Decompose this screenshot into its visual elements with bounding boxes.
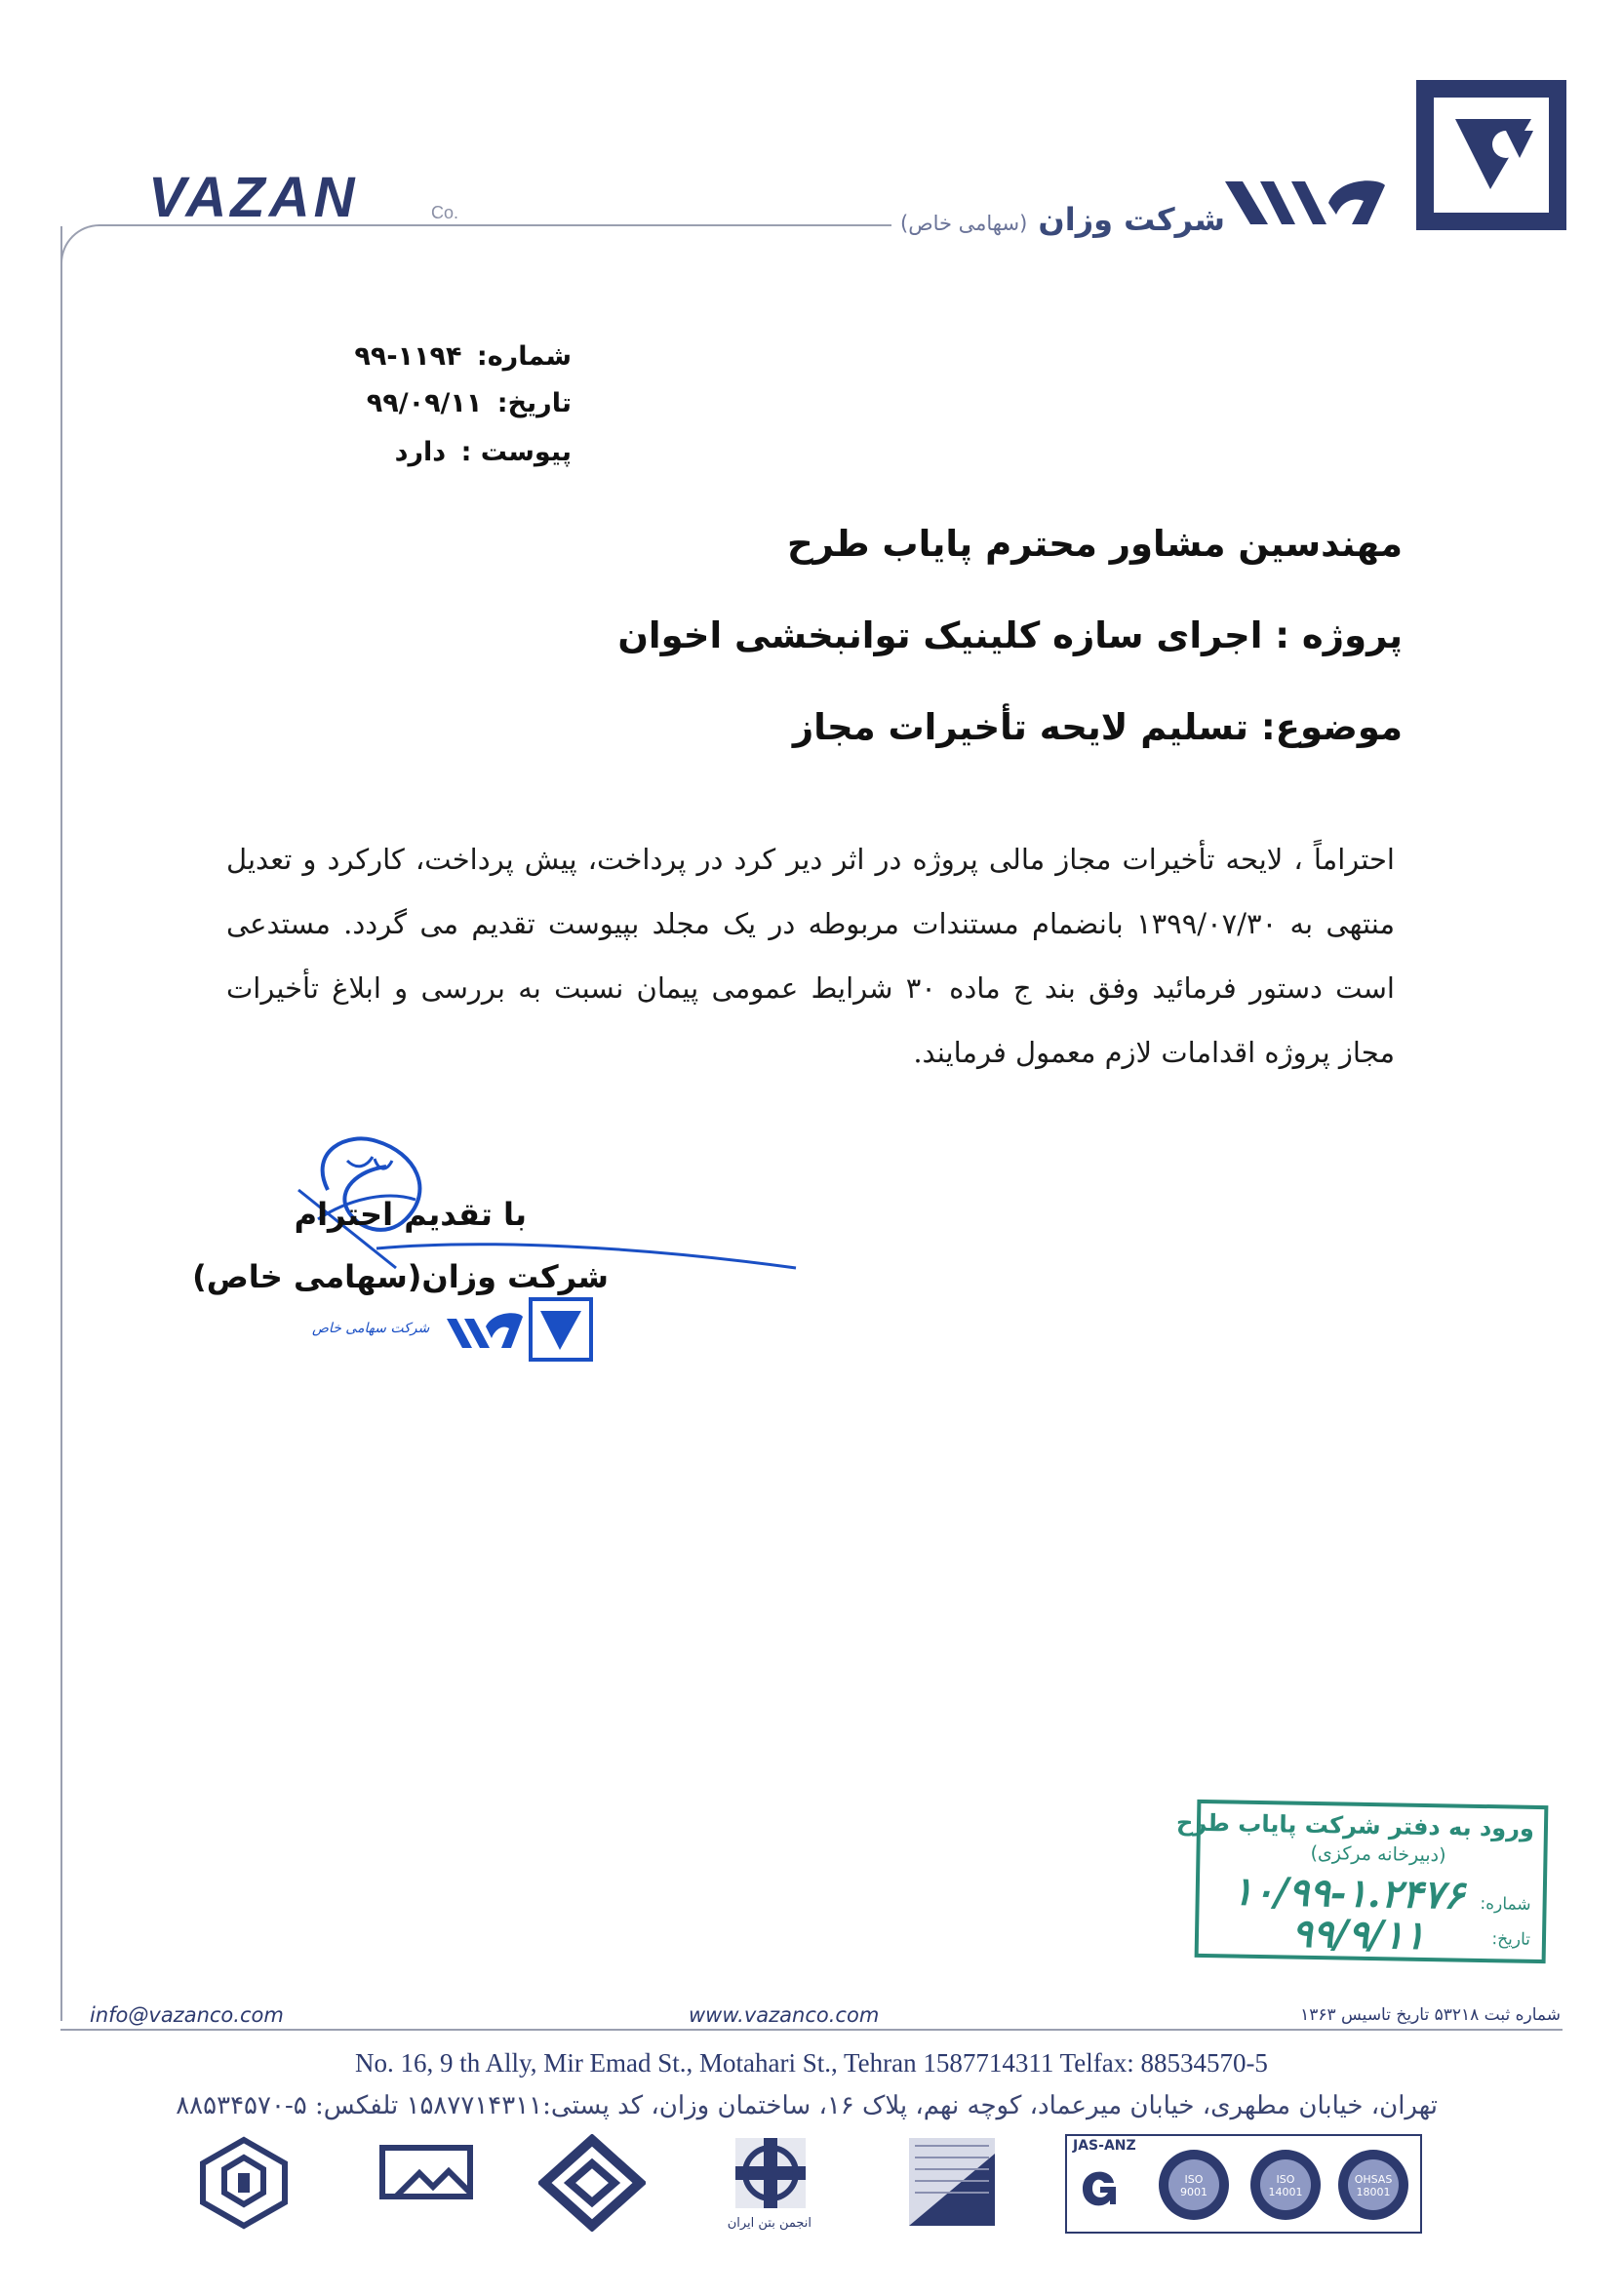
cert-label-iso9001: ISO 9001: [1180, 2173, 1207, 2198]
footer-registration: شماره ثبت ۵۳۲۱۸ تاریخ تاسیس ۱۳۶۳: [1300, 2005, 1561, 2025]
frame-top-line: [60, 224, 891, 285]
concrete-association-logo: [727, 2134, 812, 2231]
receipt-date-value: ۹۹/۹/۱۱: [1291, 1910, 1426, 1959]
company-name-header: [900, 201, 1225, 238]
receipt-number-value: ۱۰/۹۹-۱.۲۴۷۶: [1231, 1868, 1466, 1919]
logo-en-text: VAZAN: [148, 166, 359, 229]
letter-number: [354, 341, 572, 372]
letter-date: [367, 388, 572, 418]
cert-label-iso14001: ISO 14001: [1268, 2173, 1303, 2198]
receipt-number-label: شماره:: [1480, 1893, 1531, 1915]
subject-line: موضوع: تسلیم لایحه تأخیرات مجاز: [792, 706, 1403, 748]
letter-attachment: [395, 437, 572, 467]
letter-number-value: ۱۱۹۴-۹۹: [354, 341, 462, 372]
letter-body: احتراماً ، لایحه تأخیرات مجاز مالی پروژه در اثر دیر کرد در پرداخت، پیش پرداخت، کارکرد و تعدیل منتهی به ۱۳۹۹/۰۷/۳۰ بانضمام مستندات مربوطه در یک مجلد بپیوست تقدیم می گردد. مستدعی است دستور فرمائید وفق بند ج ماده ۳۰ شرایط عمومی پیمان نسبت به بررسی و ابلاغ تأخیرات مجاز پروژه اقدامات لازم معمول فرمایند.: [226, 843, 1395, 1069]
association-logo-1: [195, 2134, 293, 2232]
vazan-persian-logo: [1221, 164, 1406, 232]
logo-en-suffix: Co.: [431, 203, 459, 222]
receipt-subtitle: (دبیرخانه مرکزی): [1310, 1841, 1446, 1867]
stamp-text: شرکت سهامی خاص: [312, 1321, 430, 1336]
addressee: مهندسین مشاور محترم پایاب طرح: [787, 523, 1403, 565]
closing-signatory: شرکت وزان(سهامی خاص): [192, 1258, 609, 1295]
receipt-stamp: [1175, 1800, 1549, 1963]
letter-number-label: شماره:: [476, 341, 572, 372]
receipt-date-label: تاریخ:: [1491, 1929, 1531, 1950]
closing-regards: با تقدیم احترام: [294, 1196, 527, 1233]
company-stamp: [308, 1293, 601, 1371]
association-logo-2: [376, 2134, 478, 2232]
cert-label-ohsas: OHSAS 18001: [1354, 2173, 1393, 2198]
project-line: پروژه : اجرای سازه کلینیک توانبخشی اخوان: [617, 614, 1403, 656]
letter-attachment-value: دارد: [394, 437, 447, 467]
frame-left-line: [60, 226, 62, 2021]
association-logo-3: [538, 2134, 646, 2232]
letter-attachment-label: پیوست :: [460, 437, 572, 467]
footer-address-fa: تهران، خیابان مطهری، خیابان میرعماد، کوچه نهم، پلاک ۱۶، ساختمان وزان، کد پستی:۱۵۸۷۷۱۴۳۱۱ تلفکس: ۵-۸۸۵۳۴۵۷۰: [176, 2091, 1438, 2120]
concrete-association-label: انجمن بتن ایران: [727, 2216, 812, 2231]
letter-date-label: تاریخ:: [496, 388, 572, 418]
company-name-text: شرکت وزان: [1038, 201, 1225, 238]
footer-address-en: No. 16, 9 th Ally, Mir Emad St., Motahari St., Tehran 1587714311 Telfax: 88534570-5: [355, 2048, 1268, 2078]
company-logo-mark: [1416, 80, 1566, 230]
company-type-text: (سهامی خاص): [900, 212, 1028, 235]
frame-bottom-line: [60, 2029, 1563, 2031]
certification-block: [1065, 2134, 1422, 2234]
footer-email[interactable]: info@vazanco.com: [90, 2003, 284, 2027]
cert-label-jasanz: JAS-ANZ: [1073, 2138, 1136, 2154]
receipt-title: ورود به دفتر شرکت پایاب طرح: [1175, 1808, 1535, 1842]
association-logo-5: [905, 2134, 999, 2230]
letter-date-value: ۹۹/۰۹/۱۱: [366, 388, 483, 418]
footer-website[interactable]: www.vazanco.com: [689, 2003, 880, 2027]
